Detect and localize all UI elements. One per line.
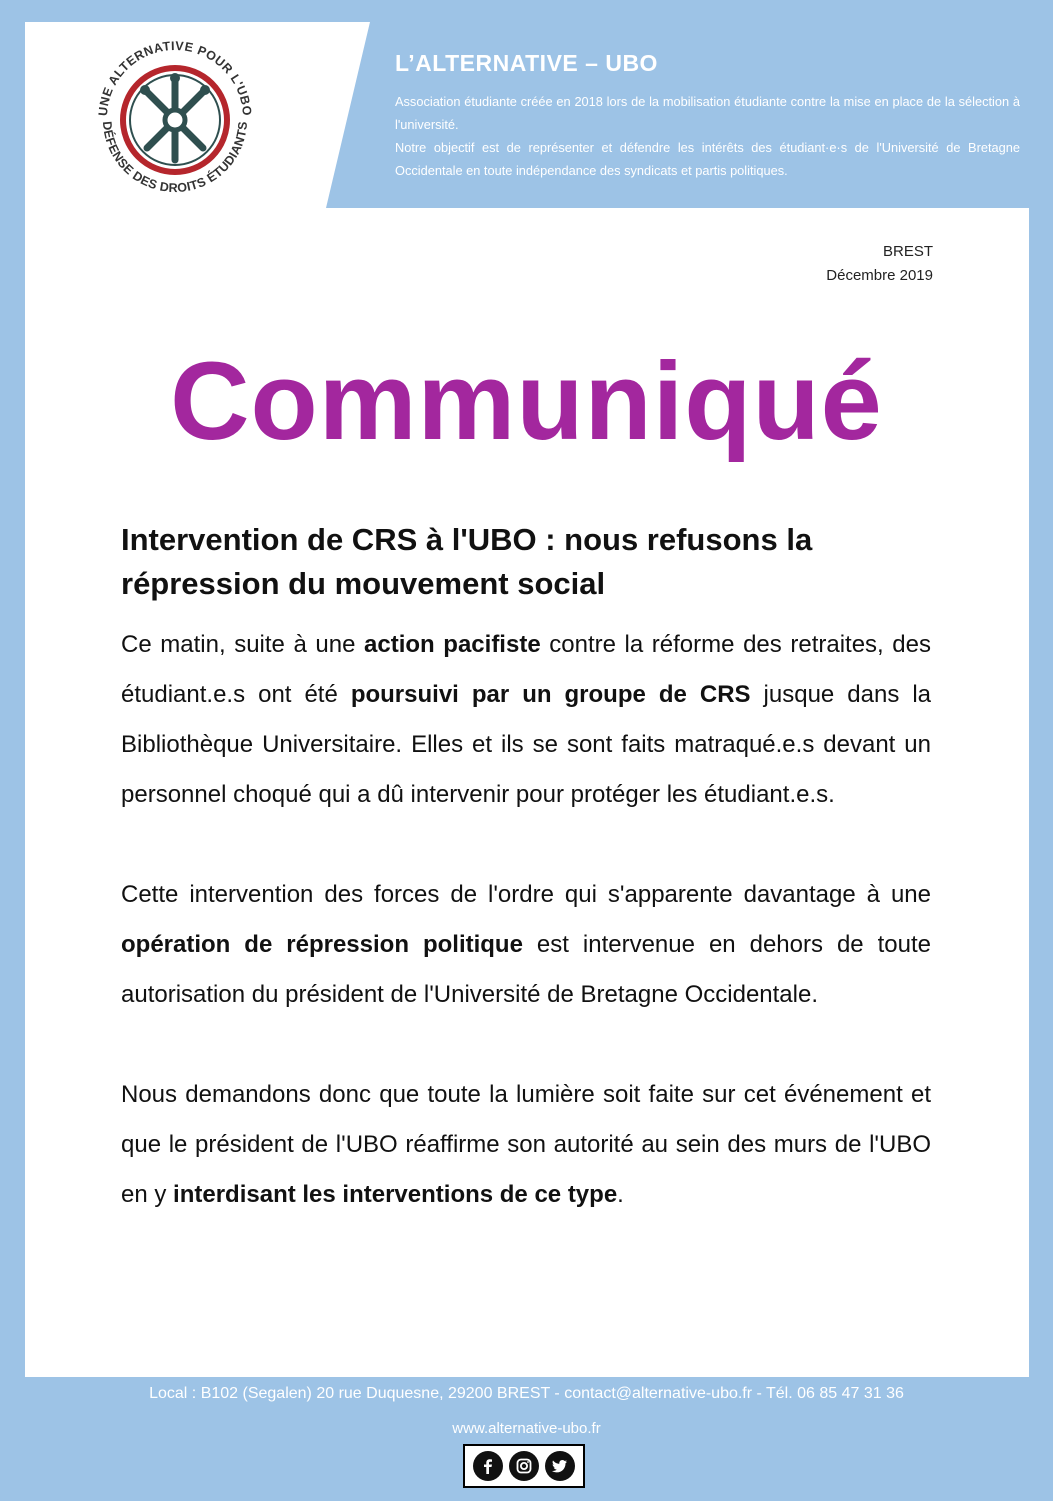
svg-text:DÉFENSE DES DROITS ÉTUDIANTS: DÉFENSE DES DROITS ÉTUDIANTS: [99, 120, 251, 196]
article-body: [121, 620, 931, 1270]
description-line-1: Association étudiante créée en 2018 lors de la mobilisation étudiante contre la mise en place de la sélection à l'université.: [395, 94, 1020, 132]
article-headline: Intervention de CRS à l'UBO : nous refusons la répression du mouvement social: [121, 522, 813, 601]
paragraph-2: Cette intervention des forces de l'ordre qui s'apparente davantage à une opération de répression politique est intervenue en dehors de toute autorisation du président de l'Université de Bretagne Occidentale.: [121, 881, 931, 1008]
organization-logo: [85, 28, 265, 208]
footer-website-link[interactable]: www.alternative-ubo.fr: [452, 1420, 601, 1437]
footer-address: Local : B102 (Segalen) 20 rue Duquesne, 29200 BREST - contact@alternative-ubo.fr - Tél. 06 85 47 31 36: [149, 1385, 904, 1402]
dateline-date: Décembre 2019: [826, 267, 933, 284]
organization-name: L’ALTERNATIVE – UBO: [395, 50, 658, 76]
paragraph-3: Nous demandons donc que toute la lumière soit faite sur cet événement et que le président de l'UBO réaffirme son autorité au sein des murs de l'UBO en y interdisant les interventions de ce type.: [121, 1081, 931, 1208]
organization-description: [395, 90, 1020, 182]
social-links: [463, 1444, 585, 1488]
description-line-2: Notre objectif est de représenter et défendre les intérêts des étudiant·e·s de l'Université de Bretagne Occidentale en toute indépendance des syndicats et partis politiques.: [395, 140, 1020, 178]
facebook-icon[interactable]: [473, 1451, 503, 1481]
document-title: Communiqué: [170, 340, 883, 463]
dateline: [826, 240, 933, 288]
paragraph-1: Ce matin, suite à une action pacifiste contre la réforme des retraites, des étudiant.e.s ont été poursuivi par un groupe de CRS jusque dans la Bibliothèque Universitaire. Elles et ils se sont faits matraqué.e.s devant un personnel choqué qui a dû intervenir pour protéger les étudiant.e.s.: [121, 631, 932, 808]
twitter-icon[interactable]: [545, 1451, 575, 1481]
instagram-icon[interactable]: [509, 1451, 539, 1481]
svg-text:UNE ALTERNATIVE POUR L'UBO: UNE ALTERNATIVE POUR L'UBO: [95, 38, 255, 117]
dateline-city: BREST: [882, 243, 933, 260]
